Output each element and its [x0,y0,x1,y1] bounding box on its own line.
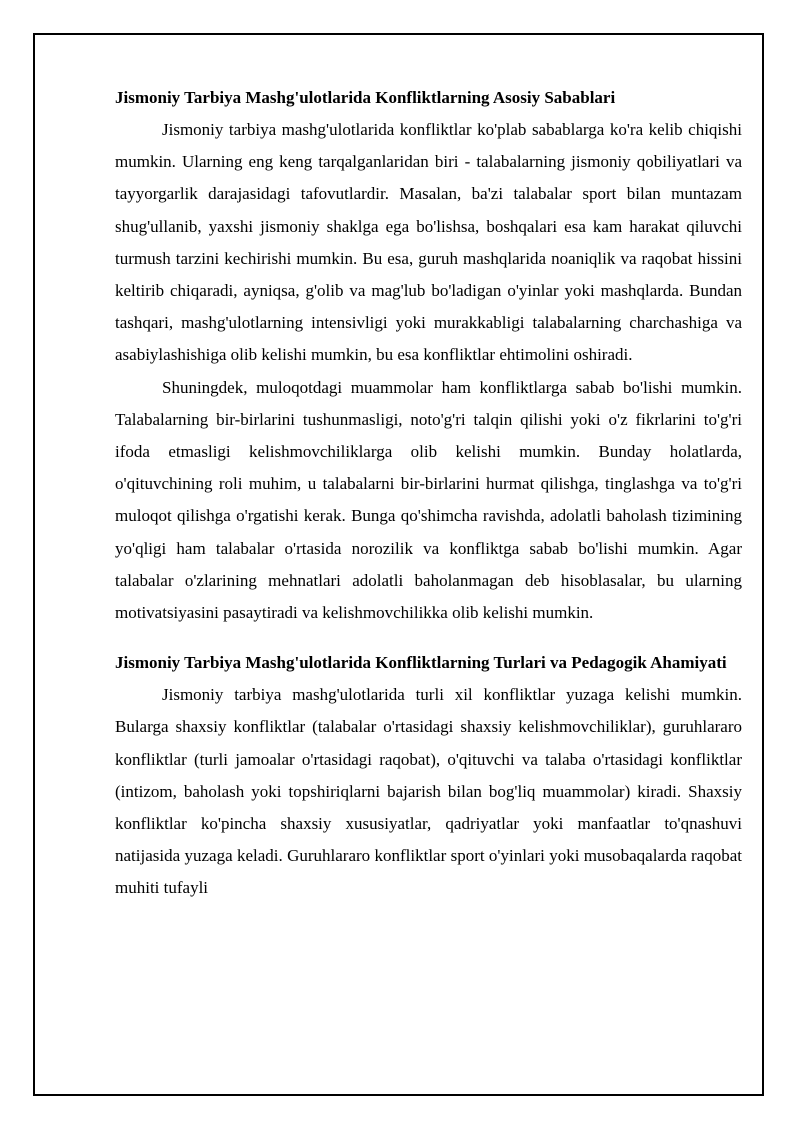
paragraph-types-1: Jismoniy tarbiya mashg'ulotlarida turli xil konfliktlar yuzaga kelishi mumkin. Bularga shaxsiy konfliktlar (talabalar o'rtasidagi shaxsiy kelishmovchiliklar), guruhlararo konfliktlar (turli jamoalar o'rtasidagi raqobat), o'qituvchi va talaba o'rtasidagi konfliktlar (intizom, baholash yoki topshiriqlarni bajarish bilan bog'liq muammolar) kiradi. Shaxsiy konfliktlar ko'pincha shaxsiy xususiyatlar, qadriyatlar yoki manfaatlar to'qnashuvi natijasida yuzaga keladi. Guruhlararo konfliktlar sport o'yinlari yoki musobaqalarda raqobat muhiti tufayli [115,685,742,898]
paragraph-causes-1: Jismoniy tarbiya mashg'ulotlarida konfliktlar ko'plab sabablarga ko'ra kelib chiqishi mumkin. Ularning eng keng tarqalganlaridan biri - talabalarning jismoniy qobiliyatlari va tayyorgarlik darajasidagi tafovutlardir. Masalan, ba'zi talabalar sport bilan muntazam shug'ullanib, yaxshi jismoniy shaklga ega bo'lishsa, boshqalari esa kam harakat qiluvchi turmush tarzini kechirishi mumkin. Bu esa, guruh mashqlarida noaniqlik va raqobat hissini keltirib chiqaradi, ayniqsa, g'olib va mag'lub bo'ladigan o'yinlar yoki mashqlarda. Bundan tashqari, mashg'ulotlarning intensivligi yoki murakkabligi talabalarning charchashiga va asabiylashishiga olib kelishi mumkin, bu esa konfliktlar ehtimolini oshiradi. [115,120,742,365]
document-body [115,84,742,905]
section-heading-types: Jismoniy Tarbiya Mashg'ulotlarida Konfliktlarning Turlari va Pedagogik Ahamiyati [115,653,727,673]
paragraph-causes-2: Shuningdek, muloqotdagi muammolar ham konfliktlarga sabab bo'lishi mumkin. Talabalarning bir-birlarini tushunmasligi, noto'g'ri talqin qilishi yoki o'z fikrlarini to'g'ri ifoda etmasligi kelishmovchiliklarga olib kelishi mumkin. Bunday holatlarda, o'qituvchining roli muhim, u talabalarni bir-birlarini hurmat qilishga, tinglashga va to'g'ri muloqot qilishga o'rgatishi kerak. Bunga qo'shimcha ravishda, adolatli baholash tizimining yo'qligi ham talabalar o'rtasida norozilik va konfliktga sabab bo'lishi mumkin. Agar talabalar o'zlarining mehnatlari adolatli baholanmagan deb hisoblasalar, bu ularning motivatsiyasini pasaytiradi va kelishmovchilikka olib kelishi mumkin. [115,377,742,623]
section-heading-causes: Jismoniy Tarbiya Mashg'ulotlarida Konfliktlarning Asosiy Sabablari [115,88,616,107]
